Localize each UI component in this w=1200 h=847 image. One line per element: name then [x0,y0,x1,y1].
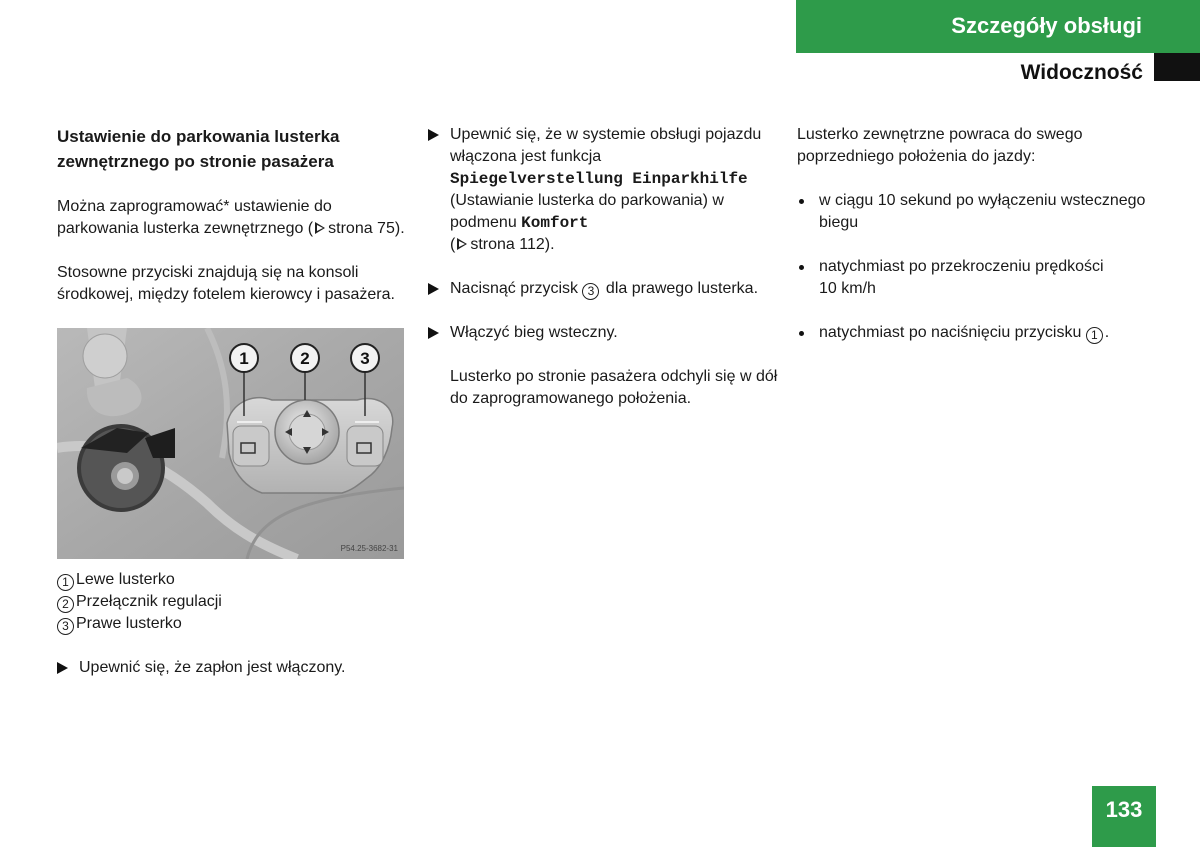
section-title: Szczegóły obsługi [951,13,1142,38]
section-tab-marker [1154,53,1200,81]
instruction-step: Upewnić się, że zapłon jest włączony. [57,657,407,679]
legend-number: 1 [57,574,74,591]
legend-number: 2 [57,596,74,613]
column-middle [428,124,778,432]
bullet-dot-icon [799,265,804,270]
page-reference-link[interactable]: strona 112 [470,236,545,253]
step-arrow-icon [428,129,439,141]
submenu-name: Komfort [521,214,589,232]
function-name: Spiegelverstellung Einparkhilfe [450,170,748,188]
intro-paragraph: Można zaprogramować* ustawienie do parkowania lusterka zewnętrznego ( strona 75). [57,198,405,237]
column-left [57,124,407,701]
legend-number: 3 [57,618,74,635]
step-arrow-icon [428,327,439,339]
column-right [797,124,1147,366]
step-arrow-icon [428,283,439,295]
page-reference-icon [315,222,325,234]
button-number: 1 [1086,327,1103,344]
bullet-item: w ciągu 10 sekund po wyłączeniu wstecznego biegu [797,190,1147,234]
header-rule [796,52,1200,53]
console-buttons-illustration [57,328,404,559]
legend-item: 1 Lewe lusterko [57,569,407,591]
figure-code: P54.25-3682-31 [340,544,398,553]
bullet-dot-icon [799,199,804,204]
console-buttons-figure [57,328,404,559]
button-number: 3 [582,283,599,300]
callout-1: 1 [239,349,249,368]
page-reference-icon [457,238,467,250]
figure-legend [57,569,407,635]
step-result: Lusterko po stronie pasażera odchyli się w dół do zaprogramowanego położenia. [450,368,778,407]
speed-value: 10 km/h [819,280,876,297]
subsection-title: Widoczność [1020,61,1143,84]
page-number: 133 [1092,786,1156,847]
bullet-dot-icon [799,331,804,336]
bullet-item: natychmiast po przekroczeniu prędkości 10 km/h [797,256,1147,300]
page-reference-link[interactable]: strona 75 [328,220,395,237]
section-header-band [796,0,1200,52]
bullet-item: natychmiast po naciśnięciu przycisku 1 . [797,322,1147,344]
callout-2: 2 [300,349,310,368]
instruction-step: Nacisnąć przycisk 3 dla prawego lusterka. [428,278,778,300]
location-paragraph: Stosowne przyciski znajdują się na konsoli środkowej, między fotelem kierowcy i pasażera. [57,264,395,303]
legend-item: 3 Prawe lusterko [57,613,407,635]
step-arrow-icon [57,662,68,674]
callout-3: 3 [360,349,370,368]
legend-item: 2 Przełącznik regulacji [57,591,407,613]
topic-heading: Ustawienie do parkowania lusterka zewnętrznego po stronie pasażera [57,127,340,171]
instruction-step: Włączyć bieg wsteczny. [428,322,778,344]
instruction-step: Upewnić się, że w systemie obsługi pojazdu włączona jest funkcja Spiegelverstellung Einparkhilfe (Ustawianie lusterka do parkowania) w podmenu Komfort ( strona 112). [428,124,778,256]
return-intro: Lusterko zewnętrzne powraca do swego poprzedniego położenia do jazdy: [797,126,1083,165]
